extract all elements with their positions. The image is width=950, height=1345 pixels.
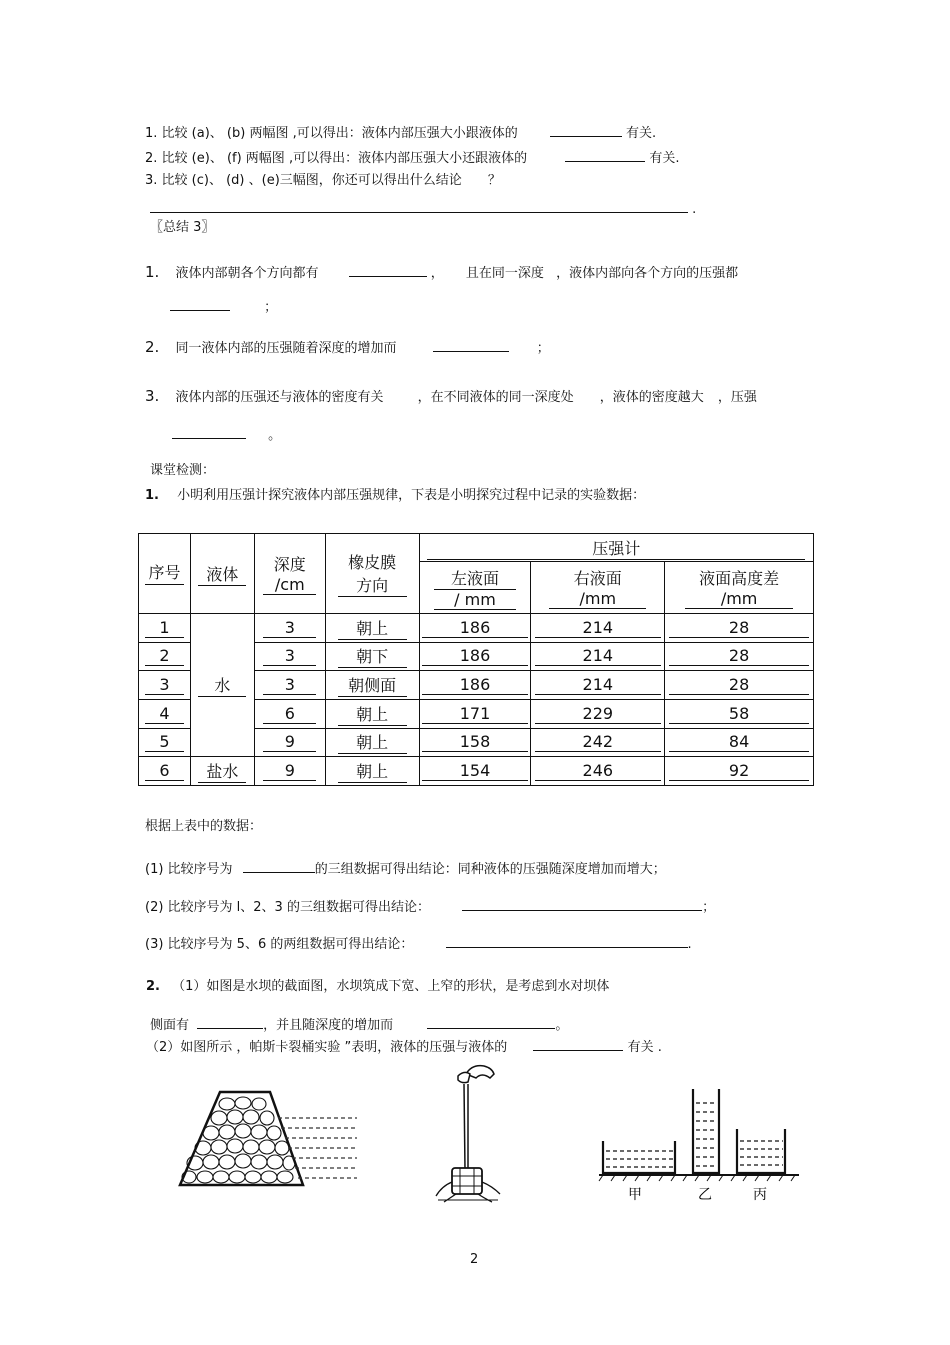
question-3: 3. 比较 (c)、 (d) 、(e)三幅图，你还可以得出什么结论 ？ xyxy=(145,173,501,188)
question-2-line-2: 侧面有 ，并且随深度的增加而 。 xyxy=(150,1014,568,1035)
answer-blank[interactable] xyxy=(150,198,688,213)
analysis-intro: 根据上表中的数据： xyxy=(145,819,263,834)
answer-blank[interactable] xyxy=(243,858,315,873)
dam-cross-section-figure xyxy=(175,1090,360,1190)
table-row: 2 3 朝下 186 214 28 xyxy=(139,642,814,671)
analysis-1: (1) 比较序号为 的三组数据可得出结论：同种液体的压强随深度增加而增大； xyxy=(145,858,666,879)
header-depth: 深度 /cm xyxy=(254,534,325,614)
header-membrane: 橡皮膜 方向 xyxy=(325,534,419,614)
summary-item-1-cont: ； xyxy=(170,296,277,317)
question-2: 2. 比较 (e)、 (f) 两幅图 ,可以得出：液体内部压强大小还跟液体的 有关. xyxy=(145,147,680,168)
summary-heading: 〖总结 3〗 xyxy=(150,220,215,235)
check-heading: 课堂检测： xyxy=(150,463,216,478)
summary-item-3: 3. 液体内部的压强还与液体的密度有关 ，在不同液体的同一深度处 ，液体的密度越大 ，压强 xyxy=(145,387,757,405)
summary-item-3-cont: 。 xyxy=(172,424,281,445)
header-diff: 液面高度差 /mm xyxy=(665,562,814,614)
summary-item-1: 1. 液体内部朝各个方向都有 ， 且在同一深度 ，液体内部向各个方向的压强都 xyxy=(145,263,739,281)
analysis-3: (3) 比较序号为 5、6 的两组数据可得出结论： . xyxy=(145,933,692,954)
answer-blank[interactable] xyxy=(197,1014,263,1029)
answer-blank[interactable] xyxy=(427,1014,555,1029)
header-seq: 序号 xyxy=(139,534,191,614)
answer-blank[interactable] xyxy=(433,337,509,352)
label-yi: 乙 xyxy=(698,1187,712,1203)
pascal-barrel-figure xyxy=(428,1062,508,1204)
question-2-line-1: 2. （1）如图是水坝的截面图，水坝筑成下宽、上窄的形状，是考虑到水对坝体 xyxy=(146,979,610,994)
table-row: 4 6 朝上 171 229 58 xyxy=(139,699,814,728)
answer-blank[interactable] xyxy=(565,147,645,162)
answer-blank[interactable] xyxy=(349,262,427,277)
answer-blank[interactable] xyxy=(446,933,688,948)
answer-blank[interactable] xyxy=(550,122,622,137)
header-right: 右液面 /mm xyxy=(531,562,665,614)
three-containers-figure xyxy=(597,1085,802,1203)
header-gauge: 压强计 xyxy=(419,534,813,562)
answer-blank[interactable] xyxy=(172,424,246,439)
table-header-row xyxy=(139,534,814,562)
label-jia: 甲 xyxy=(628,1187,642,1203)
answer-blank[interactable] xyxy=(170,296,230,311)
table-row: 1 3 朝上 186 214 28 xyxy=(139,614,814,643)
question-1: 1. 比较 (a)、 (b) 两幅图 ,可以得出：液体内部压强大小跟液体的 有关. xyxy=(145,122,656,143)
header-liquid: 液体 xyxy=(190,534,254,614)
table-row: 3 水 3 朝侧面 186 214 28 xyxy=(139,671,814,700)
question-3-answer-line: . xyxy=(150,198,696,219)
header-left: 左液面 / mm xyxy=(419,562,531,614)
table-row: 5 9 朝上 158 242 84 xyxy=(139,728,814,757)
summary-item-2: 2. 同一液体内部的压强随着深度的增加而 ； xyxy=(145,338,550,356)
data-table xyxy=(138,533,814,786)
page-number: 2 xyxy=(470,1252,479,1267)
question-2-line-3: （2）如图所示 ，帕斯卡裂桶实验 ”表明，液体的压强与液体的 有关 . xyxy=(146,1036,662,1057)
answer-blank[interactable] xyxy=(533,1036,623,1051)
table-row: 6 盐水 9 朝上 154 246 92 xyxy=(139,757,814,786)
check-question-1: 1. 小明利用压强计探究液体内部压强规律，下表是小明探究过程中记录的实验数据： xyxy=(145,488,646,503)
answer-blank[interactable] xyxy=(462,896,702,911)
label-bing: 丙 xyxy=(753,1187,767,1203)
analysis-2: (2) 比较序号为 l、2、3 的三组数据可得出结论： ； xyxy=(145,896,715,917)
